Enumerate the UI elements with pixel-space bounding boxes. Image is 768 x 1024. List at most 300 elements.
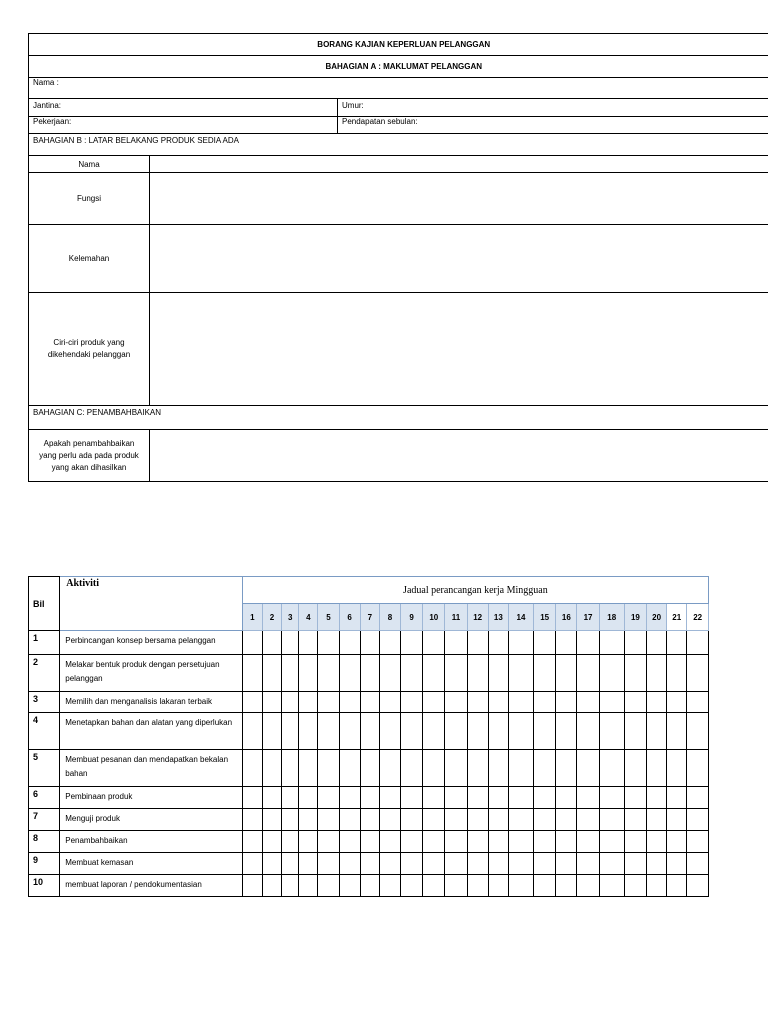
b-ciri-label: Ciri-ciri produk yang dikehendaki pelanggan	[29, 293, 150, 406]
schedule-cell[interactable]	[687, 713, 709, 750]
pekerjaan-field[interactable]	[29, 117, 338, 134]
schedule-cell[interactable]	[282, 809, 299, 831]
schedule-cell[interactable]	[423, 875, 445, 897]
schedule-cell[interactable]	[577, 875, 599, 897]
week-header-16: 16	[556, 604, 577, 631]
schedule-cell[interactable]	[599, 875, 624, 897]
schedule-cell[interactable]	[379, 655, 400, 692]
schedule-cell[interactable]	[423, 750, 445, 787]
schedule-cell[interactable]	[508, 787, 533, 809]
schedule-cell[interactable]	[624, 787, 646, 809]
activity-row	[29, 831, 709, 853]
schedule-cell[interactable]	[423, 831, 445, 853]
b-nama-label: Nama	[29, 156, 150, 173]
schedule-cell[interactable]	[624, 853, 646, 875]
b-fungsi-label: Fungsi	[29, 173, 150, 225]
schedule-cell[interactable]	[318, 631, 339, 655]
schedule-cell[interactable]	[467, 655, 488, 692]
schedule-cell[interactable]	[339, 655, 360, 692]
schedule-cell[interactable]	[299, 750, 318, 787]
schedule-cell[interactable]	[467, 692, 488, 713]
schedule-cell[interactable]	[599, 692, 624, 713]
schedule-cell[interactable]	[360, 750, 379, 787]
schedule-cell[interactable]	[647, 750, 667, 787]
schedule-cell[interactable]	[556, 853, 577, 875]
section-a-heading: BAHAGIAN A : MAKLUMAT PELANGGAN	[29, 56, 768, 78]
activity-number: 7	[29, 809, 60, 831]
schedule-cell[interactable]	[624, 713, 646, 750]
schedule-cell[interactable]	[577, 787, 599, 809]
schedule-cell[interactable]	[339, 875, 360, 897]
schedule-cell[interactable]	[242, 713, 262, 750]
schedule-cell[interactable]	[282, 875, 299, 897]
schedule-cell[interactable]	[534, 875, 556, 897]
schedule-cell[interactable]	[360, 713, 379, 750]
activity-number: 1	[29, 631, 60, 655]
schedule-cell[interactable]	[339, 713, 360, 750]
week-header-11: 11	[445, 604, 467, 631]
schedule-cell[interactable]	[423, 713, 445, 750]
schedule-cell[interactable]	[423, 853, 445, 875]
schedule-cell[interactable]	[647, 713, 667, 750]
schedule-cell[interactable]	[647, 853, 667, 875]
schedule-cell[interactable]	[282, 750, 299, 787]
schedule-cell[interactable]	[379, 631, 400, 655]
schedule-cell[interactable]	[282, 655, 299, 692]
activity-row	[29, 713, 709, 750]
schedule-cell[interactable]	[467, 831, 488, 853]
schedule-cell[interactable]	[445, 631, 467, 655]
activity-row	[29, 875, 709, 897]
schedule-cell[interactable]	[467, 713, 488, 750]
schedule-cell[interactable]	[262, 631, 281, 655]
schedule-cell[interactable]	[624, 750, 646, 787]
schedule-cell[interactable]	[299, 809, 318, 831]
b-ciri-input[interactable]	[150, 293, 768, 406]
week-header-10: 10	[423, 604, 445, 631]
schedule-cell[interactable]	[488, 853, 508, 875]
schedule-cell[interactable]	[647, 655, 667, 692]
activity-text: Perbincangan konsep bersama pelanggan	[60, 631, 243, 655]
schedule-cell[interactable]	[318, 655, 339, 692]
schedule-cell[interactable]	[242, 631, 262, 655]
schedule-cell[interactable]	[379, 750, 400, 787]
schedule-cell[interactable]	[262, 750, 281, 787]
week-header-4: 4	[299, 604, 318, 631]
schedule-cell[interactable]	[262, 713, 281, 750]
schedule-cell[interactable]	[401, 787, 423, 809]
schedule-cell[interactable]	[401, 831, 423, 853]
activity-number: 9	[29, 853, 60, 875]
schedule-cell[interactable]	[556, 713, 577, 750]
schedule-cell[interactable]	[379, 831, 400, 853]
week-header-13: 13	[488, 604, 508, 631]
schedule-cell[interactable]	[467, 875, 488, 897]
schedule-cell[interactable]	[299, 655, 318, 692]
activity-number: 3	[29, 692, 60, 713]
schedule-cell[interactable]	[667, 831, 687, 853]
schedule-cell[interactable]	[318, 809, 339, 831]
schedule-cell[interactable]	[299, 692, 318, 713]
section-b-heading: BAHAGIAN B : LATAR BELAKANG PRODUK SEDIA ADA	[29, 134, 768, 156]
schedule-cell[interactable]	[624, 692, 646, 713]
form-title: BORANG KAJIAN KEPERLUAN PELANGGAN	[29, 34, 768, 56]
schedule-cell[interactable]	[262, 809, 281, 831]
schedule-cell[interactable]	[401, 655, 423, 692]
jantina-label: Jantina:	[33, 101, 62, 110]
schedule-cell[interactable]	[467, 787, 488, 809]
schedule-cell[interactable]	[318, 750, 339, 787]
activity-text: Menetapkan bahan dan alatan yang diperlukan	[60, 713, 243, 750]
schedule-cell[interactable]	[667, 809, 687, 831]
schedule-cell[interactable]	[339, 853, 360, 875]
week-header-3: 3	[282, 604, 299, 631]
schedule-cell[interactable]	[647, 831, 667, 853]
schedule-cell[interactable]	[282, 692, 299, 713]
schedule-cell[interactable]	[282, 853, 299, 875]
schedule-cell[interactable]	[299, 853, 318, 875]
schedule-cell[interactable]	[360, 631, 379, 655]
schedule-cell[interactable]	[577, 750, 599, 787]
schedule-cell[interactable]	[647, 875, 667, 897]
week-header-1: 1	[242, 604, 262, 631]
schedule-cell[interactable]	[577, 809, 599, 831]
schedule-cell[interactable]	[624, 875, 646, 897]
schedule-cell[interactable]	[667, 787, 687, 809]
activity-number: 6	[29, 787, 60, 809]
schedule-cell[interactable]	[508, 631, 533, 655]
customer-needs-form	[28, 33, 768, 482]
schedule-cell[interactable]	[423, 631, 445, 655]
schedule-cell[interactable]	[467, 809, 488, 831]
schedule-cell[interactable]	[687, 631, 709, 655]
schedule-cell[interactable]	[401, 853, 423, 875]
schedule-cell[interactable]	[599, 831, 624, 853]
schedule-cell[interactable]	[599, 750, 624, 787]
activity-row	[29, 631, 709, 655]
schedule-cell[interactable]	[318, 713, 339, 750]
schedule-cell[interactable]	[318, 787, 339, 809]
schedule-cell[interactable]	[379, 713, 400, 750]
schedule-cell[interactable]	[667, 631, 687, 655]
schedule-cell[interactable]	[242, 809, 262, 831]
activity-number: 4	[29, 713, 60, 750]
week-header-14: 14	[508, 604, 533, 631]
schedule-cell[interactable]	[467, 853, 488, 875]
schedule-cell[interactable]	[401, 875, 423, 897]
schedule-cell[interactable]	[445, 713, 467, 750]
week-header-21: 21	[667, 604, 687, 631]
schedule-cell[interactable]	[445, 831, 467, 853]
schedule-cell[interactable]	[577, 631, 599, 655]
schedule-cell[interactable]	[423, 655, 445, 692]
schedule-cell[interactable]	[299, 831, 318, 853]
schedule-cell[interactable]	[556, 809, 577, 831]
schedule-cell[interactable]	[360, 787, 379, 809]
schedule-cell[interactable]	[488, 713, 508, 750]
b-nama-input[interactable]	[150, 156, 768, 173]
schedule-cell[interactable]	[282, 787, 299, 809]
schedule-cell[interactable]	[508, 750, 533, 787]
schedule-cell[interactable]	[534, 787, 556, 809]
b-kelemahan-label: Kelemahan	[29, 225, 150, 293]
schedule-cell[interactable]	[488, 692, 508, 713]
schedule-cell[interactable]	[318, 853, 339, 875]
section-c-heading: BAHAGIAN C: PENAMBAHBAIKAN	[29, 406, 768, 430]
schedule-cell[interactable]	[488, 631, 508, 655]
schedule-cell[interactable]	[242, 831, 262, 853]
schedule-cell[interactable]	[282, 713, 299, 750]
schedule-cell[interactable]	[445, 787, 467, 809]
schedule-cell[interactable]	[577, 853, 599, 875]
schedule-cell[interactable]	[534, 631, 556, 655]
schedule-cell[interactable]	[508, 853, 533, 875]
week-header-22: 22	[687, 604, 709, 631]
schedule-cell[interactable]	[360, 853, 379, 875]
schedule-cell[interactable]	[379, 787, 400, 809]
schedule-cell[interactable]	[318, 692, 339, 713]
schedule-cell[interactable]	[467, 631, 488, 655]
aktiviti-header: Aktiviti	[60, 577, 243, 631]
schedule-cell[interactable]	[339, 750, 360, 787]
schedule-cell[interactable]	[508, 809, 533, 831]
schedule-cell[interactable]	[339, 787, 360, 809]
activity-number: 5	[29, 750, 60, 787]
schedule-cell[interactable]	[667, 692, 687, 713]
schedule-cell[interactable]	[687, 809, 709, 831]
schedule-cell[interactable]	[339, 809, 360, 831]
schedule-cell[interactable]	[242, 750, 262, 787]
schedule-cell[interactable]	[667, 713, 687, 750]
schedule-cell[interactable]	[445, 655, 467, 692]
schedule-cell[interactable]	[556, 631, 577, 655]
week-header-2: 2	[262, 604, 281, 631]
activity-row	[29, 853, 709, 875]
schedule-cell[interactable]	[242, 875, 262, 897]
schedule-cell[interactable]	[624, 631, 646, 655]
schedule-cell[interactable]	[624, 655, 646, 692]
week-header-12: 12	[467, 604, 488, 631]
week-header-7: 7	[360, 604, 379, 631]
jantina-field[interactable]	[29, 99, 338, 117]
schedule-cell[interactable]	[360, 831, 379, 853]
bil-header: Bil	[29, 577, 60, 631]
schedule-cell[interactable]	[556, 692, 577, 713]
schedule-cell[interactable]	[599, 655, 624, 692]
week-header-6: 6	[339, 604, 360, 631]
activity-number: 8	[29, 831, 60, 853]
umur-field[interactable]	[338, 99, 768, 117]
schedule-cell[interactable]	[534, 809, 556, 831]
schedule-cell[interactable]	[508, 692, 533, 713]
activity-text: Penambahbaikan	[60, 831, 243, 853]
schedule-cell[interactable]	[534, 831, 556, 853]
week-header-9: 9	[401, 604, 423, 631]
activity-row	[29, 692, 709, 713]
schedule-title: Jadual perancangan kerja Mingguan	[242, 577, 708, 604]
schedule-cell[interactable]	[262, 692, 281, 713]
activity-row	[29, 809, 709, 831]
schedule-cell[interactable]	[488, 809, 508, 831]
schedule-cell[interactable]	[445, 692, 467, 713]
schedule-cell[interactable]	[534, 853, 556, 875]
schedule-cell[interactable]	[577, 713, 599, 750]
week-header-15: 15	[534, 604, 556, 631]
schedule-cell[interactable]	[262, 831, 281, 853]
schedule-cell[interactable]	[379, 875, 400, 897]
schedule-cell[interactable]	[423, 692, 445, 713]
schedule-cell[interactable]	[262, 875, 281, 897]
schedule-cell[interactable]	[647, 787, 667, 809]
schedule-cell[interactable]	[262, 853, 281, 875]
schedule-cell[interactable]	[318, 875, 339, 897]
schedule-cell[interactable]	[339, 631, 360, 655]
week-header-18: 18	[599, 604, 624, 631]
pendapatan-field[interactable]	[338, 117, 768, 134]
schedule-cell[interactable]	[624, 809, 646, 831]
schedule-cell[interactable]	[299, 713, 318, 750]
schedule-cell[interactable]	[262, 655, 281, 692]
schedule-cell[interactable]	[262, 787, 281, 809]
schedule-cell[interactable]	[599, 713, 624, 750]
week-header-5: 5	[318, 604, 339, 631]
schedule-cell[interactable]	[379, 692, 400, 713]
schedule-cell[interactable]	[599, 809, 624, 831]
nama-field[interactable]	[29, 78, 768, 99]
week-header-17: 17	[577, 604, 599, 631]
schedule-cell[interactable]	[488, 831, 508, 853]
schedule-cell[interactable]	[508, 713, 533, 750]
schedule-cell[interactable]	[599, 787, 624, 809]
b-fungsi-input[interactable]	[150, 173, 768, 225]
activity-text: Pembinaan produk	[60, 787, 243, 809]
schedule-cell[interactable]	[488, 750, 508, 787]
week-header-8: 8	[379, 604, 400, 631]
schedule-cell[interactable]	[556, 875, 577, 897]
schedule-cell[interactable]	[488, 875, 508, 897]
activity-text: Memilih dan menganalisis lakaran terbaik	[60, 692, 243, 713]
week-header-20: 20	[647, 604, 667, 631]
schedule-cell[interactable]	[445, 875, 467, 897]
schedule-cell[interactable]	[242, 853, 262, 875]
schedule-cell[interactable]	[242, 787, 262, 809]
schedule-cell[interactable]	[577, 655, 599, 692]
schedule-cell[interactable]	[556, 787, 577, 809]
schedule-cell[interactable]	[647, 692, 667, 713]
schedule-cell[interactable]	[423, 787, 445, 809]
schedule-cell[interactable]	[401, 809, 423, 831]
schedule-cell[interactable]	[242, 655, 262, 692]
activity-number: 10	[29, 875, 60, 897]
schedule-cell[interactable]	[339, 692, 360, 713]
schedule-cell[interactable]	[508, 831, 533, 853]
schedule-cell[interactable]	[401, 692, 423, 713]
schedule-cell[interactable]	[445, 809, 467, 831]
schedule-cell[interactable]	[687, 692, 709, 713]
schedule-cell[interactable]	[242, 692, 262, 713]
c-answer-input[interactable]	[150, 430, 768, 482]
activity-row	[29, 787, 709, 809]
schedule-cell[interactable]	[401, 713, 423, 750]
schedule-cell[interactable]	[488, 655, 508, 692]
schedule-cell[interactable]	[577, 692, 599, 713]
activity-text: Menguji produk	[60, 809, 243, 831]
schedule-cell[interactable]	[488, 787, 508, 809]
schedule-cell[interactable]	[534, 692, 556, 713]
schedule-cell[interactable]	[599, 631, 624, 655]
schedule-cell[interactable]	[556, 750, 577, 787]
activity-text: Membuat pesanan dan mendapatkan bekalan bahan	[60, 750, 243, 787]
schedule-cell[interactable]	[379, 853, 400, 875]
schedule-cell[interactable]	[467, 750, 488, 787]
schedule-cell[interactable]	[360, 809, 379, 831]
schedule-cell[interactable]	[299, 787, 318, 809]
schedule-cell[interactable]	[282, 631, 299, 655]
schedule-cell[interactable]	[445, 750, 467, 787]
activity-text: membuat laporan / pendokumentasian	[60, 875, 243, 897]
schedule-cell[interactable]	[318, 831, 339, 853]
schedule-cell[interactable]	[687, 655, 709, 692]
schedule-cell[interactable]	[445, 853, 467, 875]
weekly-schedule-table	[28, 576, 709, 897]
schedule-cell[interactable]	[577, 831, 599, 853]
schedule-cell[interactable]	[667, 853, 687, 875]
schedule-cell[interactable]	[360, 655, 379, 692]
schedule-cell[interactable]	[667, 750, 687, 787]
schedule-cell[interactable]	[508, 875, 533, 897]
schedule-cell[interactable]	[360, 875, 379, 897]
schedule-cell[interactable]	[667, 875, 687, 897]
schedule-cell[interactable]	[599, 853, 624, 875]
schedule-cell[interactable]	[556, 655, 577, 692]
schedule-cell[interactable]	[667, 655, 687, 692]
schedule-cell[interactable]	[401, 631, 423, 655]
activity-text: Membuat kemasan	[60, 853, 243, 875]
schedule-cell[interactable]	[534, 750, 556, 787]
schedule-cell[interactable]	[647, 809, 667, 831]
schedule-cell[interactable]	[687, 787, 709, 809]
activity-number: 2	[29, 655, 60, 692]
schedule-cell[interactable]	[556, 831, 577, 853]
schedule-cell[interactable]	[647, 631, 667, 655]
activity-row	[29, 655, 709, 692]
activity-text: Melakar bentuk produk dengan persetujuan pelanggan	[60, 655, 243, 692]
schedule-cell[interactable]	[379, 809, 400, 831]
schedule-cell[interactable]	[299, 631, 318, 655]
umur-label: Umur:	[342, 101, 364, 110]
activity-row	[29, 750, 709, 787]
c-question-label: Apakah penambahbaikan yang perlu ada pada produk yang akan dihasilkan	[29, 430, 150, 482]
schedule-cell[interactable]	[508, 655, 533, 692]
schedule-cell[interactable]	[687, 831, 709, 853]
nama-label: Nama :	[33, 78, 59, 87]
schedule-cell[interactable]	[534, 655, 556, 692]
schedule-cell[interactable]	[401, 750, 423, 787]
schedule-cell[interactable]	[534, 713, 556, 750]
schedule-cell[interactable]	[687, 853, 709, 875]
schedule-cell[interactable]	[687, 875, 709, 897]
schedule-cell[interactable]	[687, 750, 709, 787]
pendapatan-label: Pendapatan sebulan:	[342, 117, 418, 126]
b-kelemahan-input[interactable]	[150, 225, 768, 293]
week-header-19: 19	[624, 604, 646, 631]
schedule-cell[interactable]	[624, 831, 646, 853]
schedule-cell[interactable]	[299, 875, 318, 897]
schedule-cell[interactable]	[360, 692, 379, 713]
schedule-cell[interactable]	[339, 831, 360, 853]
schedule-cell[interactable]	[282, 831, 299, 853]
schedule-cell[interactable]	[423, 809, 445, 831]
